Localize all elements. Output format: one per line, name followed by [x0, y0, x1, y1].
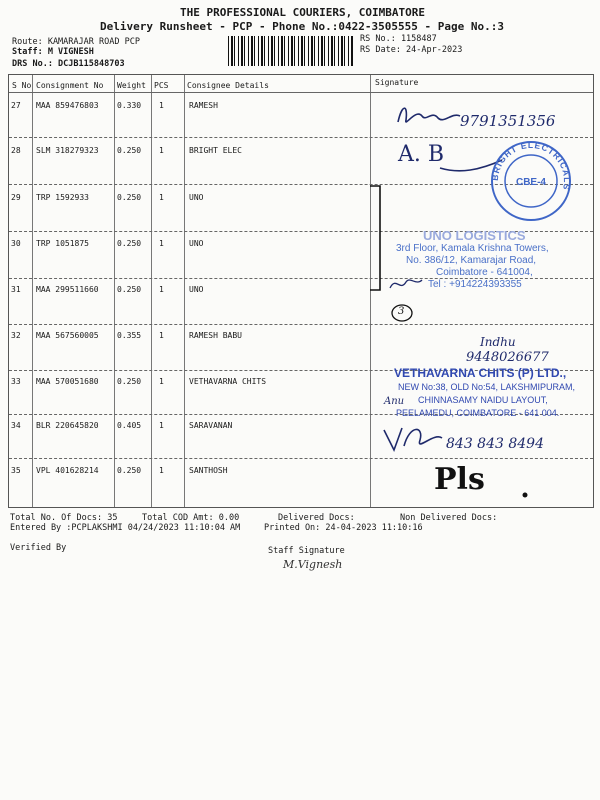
row-consignee: UNO: [189, 239, 204, 248]
row-consignee: UNO: [189, 285, 204, 294]
row-consignee: RAMESH: [189, 101, 218, 110]
row-sno: 27: [11, 101, 21, 110]
row-consignee: SANTHOSH: [189, 466, 228, 475]
row-pcs: 1: [159, 285, 164, 294]
row-consignee: RAMESH BABU: [189, 331, 242, 340]
rs-number: RS No.: 1158487: [360, 34, 437, 44]
stamp-ring-text: BRIGHT ELECTRICALS: [489, 139, 573, 192]
header-consignee: Consignee Details: [187, 81, 269, 90]
row32-name: Indhu: [480, 335, 516, 349]
rs-date: RS Date: 24-Apr-2023: [360, 45, 463, 55]
bright-electricals-stamp: [488, 138, 574, 224]
row-consignment: TRP 1592933: [36, 193, 89, 202]
row-consignment: TRP 1051875: [36, 239, 89, 248]
runsheet-subtitle: Delivery Runsheet - PCP - Phone No.:0422-3505555 - Page No.:3: [100, 20, 504, 33]
row-weight: 0.250: [117, 466, 142, 475]
row32-phone: 9448026677: [466, 350, 549, 365]
entered-by: Entered By :PCPLAKSHMI 04/24/2023 11:10:04 AM: [10, 523, 241, 533]
row-consignment: BLR 220645820: [36, 421, 99, 430]
uno-line: Tel : +914224393355: [428, 279, 522, 290]
row-consignment: VPL 401628214: [36, 466, 99, 475]
vethavarna-line: CHINNASAMY NAIDU LAYOUT,: [418, 395, 548, 405]
row-weight: 0.250: [117, 146, 142, 155]
uno-line: Coimbatore - 641004,: [436, 267, 533, 278]
drs-number: DRS No.: DCJB115848703: [12, 59, 125, 69]
row-consignment: MAA 567560005: [36, 331, 99, 340]
header-pcs: PCS: [154, 81, 169, 90]
staff-label: Staff: M VIGNESH: [12, 47, 94, 57]
row-sno: 30: [11, 239, 21, 248]
row31-count: 3: [398, 306, 405, 317]
delivered-docs: Delivered Docs:: [278, 513, 355, 523]
total-cod: Total COD Amt: 0.00: [142, 513, 240, 523]
row-sno: 33: [11, 377, 21, 386]
company-title: THE PROFESSIONAL COURIERS, COIMBATORE: [180, 6, 426, 19]
row-consignment: MAA 299511660: [36, 285, 99, 294]
row-weight: 0.250: [117, 377, 142, 386]
row-sno: 28: [11, 146, 21, 155]
row-consignment: MAA 570051680: [36, 377, 99, 386]
row-pcs: 1: [159, 101, 164, 110]
row-pcs: 1: [159, 421, 164, 430]
staff-sign: M.Vignesh: [283, 558, 343, 571]
row-weight: 0.250: [117, 285, 142, 294]
row-consignee: VETHAVARNA CHITS: [189, 377, 267, 386]
header-consignment: Consignment No: [36, 81, 104, 90]
non-delivered-docs: Non Delivered Docs:: [400, 513, 498, 523]
uno-bracket: [368, 184, 384, 294]
row-sno: 35: [11, 466, 21, 475]
vethavarna-name: VETHAVARNA CHITS (P) LTD.,: [394, 366, 567, 380]
row-pcs: 1: [159, 239, 164, 248]
signature-row31: [386, 272, 426, 294]
row-weight: 0.330: [117, 101, 142, 110]
row-sno: 31: [11, 285, 21, 294]
uno-line: No. 386/12, Kamarajar Road,: [406, 255, 537, 266]
row-consignment: MAA 859476803: [36, 101, 99, 110]
row33-name: Anu: [384, 396, 405, 407]
uno-name: UNO LOGISTICS: [423, 228, 526, 243]
header-signature: Signature: [375, 78, 419, 87]
vethavarna-line: PEELAMEDU, COIMBATORE - 641 004.: [396, 408, 560, 418]
header-weight: Weight: [117, 81, 146, 90]
row-consignee: SARAVANAN: [189, 421, 233, 430]
row-consignee: BRIGHT ELEC: [189, 146, 242, 155]
verified-by: Verified By: [10, 543, 67, 553]
row-sno: 34: [11, 421, 21, 430]
row-weight: 0.250: [117, 193, 142, 202]
row-pcs: 1: [159, 146, 164, 155]
row35-dot: [520, 490, 530, 500]
printed-on: Printed On: 24-04-2023 11:10:16: [264, 523, 423, 533]
row-consignment: SLM 318279323: [36, 146, 99, 155]
uno-line: 3rd Floor, Kamala Krishna Towers,: [396, 243, 549, 254]
staff-signature-label: Staff Signature: [268, 546, 345, 556]
row35-text: Pls: [434, 462, 485, 497]
row-weight: 0.250: [117, 239, 142, 248]
route-label: Route: KAMARAJAR ROAD PCP: [12, 37, 140, 47]
row27-note: 9791351356: [460, 112, 556, 130]
row-pcs: 1: [159, 466, 164, 475]
vethavarna-line: NEW No:38, OLD No:54, LAKSHMIPURAM,: [398, 382, 576, 392]
row-consignee: UNO: [189, 193, 204, 202]
barcode: [228, 36, 353, 66]
row-sno: 32: [11, 331, 21, 340]
signature-row27: [390, 98, 470, 134]
row-weight: 0.355: [117, 331, 142, 340]
row-sno: 29: [11, 193, 21, 202]
header-sno: S No: [12, 81, 32, 90]
total-docs: Total No. Of Docs: 35: [10, 513, 118, 523]
row34-phone: 843 843 8494: [446, 436, 544, 452]
signature-row34: [380, 420, 450, 456]
row-pcs: 1: [159, 377, 164, 386]
stamp-center-text: CBE-4: [515, 177, 547, 188]
row-weight: 0.405: [117, 421, 142, 430]
row28-initial: A. B: [398, 142, 445, 167]
row-pcs: 1: [159, 193, 164, 202]
row-pcs: 1: [159, 331, 164, 340]
